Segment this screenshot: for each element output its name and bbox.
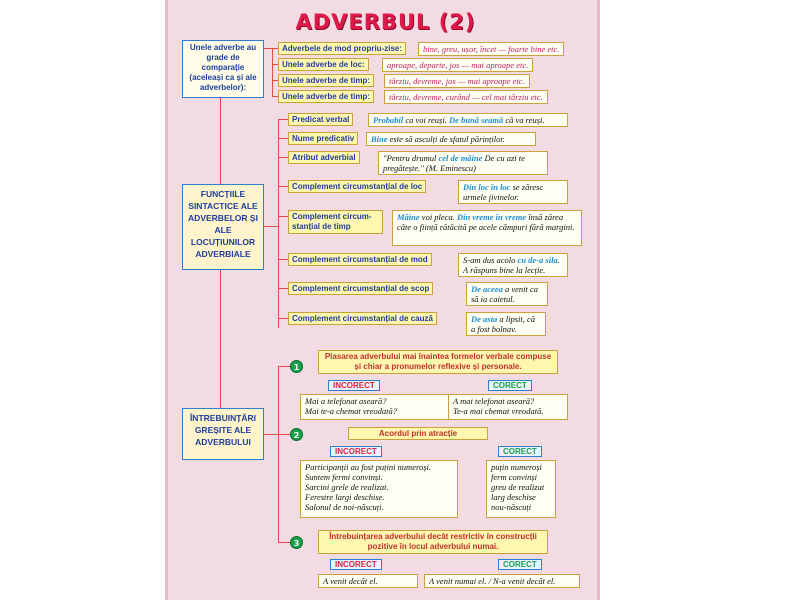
function-label: Complement circumstanțial de loc bbox=[288, 180, 426, 193]
function-example: S-am dus acolo cu de-a sila. A răspuns bine la lecție. bbox=[458, 253, 568, 277]
function-example: De asta a lipsit, că a fost bolnav. bbox=[466, 312, 546, 336]
rule-2-correct-tag: CORECT bbox=[498, 446, 542, 457]
page-title: ADVERBUL (2) bbox=[295, 10, 476, 34]
grades-heading: Unele adverbe au grade de comparație (aceleași ca și ale adverbelor): bbox=[182, 40, 264, 98]
function-example: Probabil ca voi reuși. De bună seamă că va reuși. bbox=[368, 113, 568, 127]
function-label: Complement circumstanțial de cauză bbox=[288, 312, 437, 325]
rule-2-number: 2 bbox=[290, 428, 303, 441]
grade-label: Adverbele de mod propriu-zise: bbox=[278, 42, 406, 55]
grade-example: târziu, devreme, curând — cel mai târziu etc. bbox=[384, 90, 548, 104]
function-example: Din loc în loc se zăresc urmele jivinelor. bbox=[458, 180, 568, 204]
rule-2-bad-examples: Participanții au fost puțini numeroși. Suntem fermi convinși. Sarcini grele de realizat. Ferestre largi deschise. Salonul de noi-născuți. bbox=[300, 460, 458, 518]
function-example: "Pentru drumul cel de mâine De cu azi te pregătește." (M. Eminescu) bbox=[378, 151, 548, 175]
function-label: Complement circumstanțial de scop bbox=[288, 282, 433, 295]
function-label: Atribut adverbial bbox=[288, 151, 360, 164]
rule-3-number: 3 bbox=[290, 536, 303, 549]
grade-example: aproape, departe, jos — mai aproape etc. bbox=[382, 58, 533, 72]
rule-2-text: Acordul prin atracție bbox=[348, 427, 488, 440]
function-label: Nume predicativ bbox=[288, 132, 358, 145]
rule-1-bad-examples: Mai a telefonat aseară? Mai te-a chemat vreodată? bbox=[300, 394, 450, 420]
grade-example: bine, greu, ușor, încet — foarte bine etc. bbox=[418, 42, 564, 56]
function-label: Predicat verbal bbox=[288, 113, 353, 126]
errors-heading: ÎNTREBUINȚĂRI GREȘITE ALE ADVERBULUI bbox=[182, 408, 264, 460]
rule-3-good-examples: A venit numai el. / N-a venit decât el. bbox=[424, 574, 580, 588]
function-example: De aceea a venit ca să ia caietul. bbox=[466, 282, 548, 306]
function-example: Bine este să asculți de sfatul părinților. bbox=[366, 132, 536, 146]
rule-3-text: Întrebuințarea adverbului decât restrictiv în construcții pozitive în locul adverbului numai. bbox=[318, 530, 548, 554]
rule-3-bad-examples: A venit decât el. bbox=[318, 574, 418, 588]
rule-1-correct-tag: CORECT bbox=[488, 380, 532, 391]
grade-label: Unele adverbe de timp: bbox=[278, 90, 374, 103]
function-example: Mâine voi pleca. Din vreme în vreme însă zărea câte o ființă rătăcită pe acele câmpuri fără margini. bbox=[392, 210, 582, 246]
rule-1-text: Plasarea adverbului mai înaintea formelor verbale compuse și chiar a pronumelor reflexive și personale. bbox=[318, 350, 558, 374]
rule-1-incorrect-tag: INCORECT bbox=[328, 380, 380, 391]
rule-1-good-examples: A mai telefonat aseară? Te-a mai chemat vreodată. bbox=[448, 394, 568, 420]
grade-example: târziu, devreme, jos — mai aproape etc. bbox=[384, 74, 530, 88]
grade-label: Unele adverbe de loc: bbox=[278, 58, 369, 71]
poster bbox=[165, 0, 600, 600]
rule-3-incorrect-tag: INCORECT bbox=[330, 559, 382, 570]
function-label: Complement circumstanțial de mod bbox=[288, 253, 432, 266]
rule-1-number: 1 bbox=[290, 360, 303, 373]
functions-heading: FUNCȚIILE SINTACTICE ALE ADVERBELOR ȘI ALE LOCUȚIUNILOR ADVERBIALE bbox=[182, 184, 264, 270]
rule-2-good-examples: puțin numeroși ferm convinși greu de realizat larg deschise nou-născuți bbox=[486, 460, 556, 518]
function-label: Complement circum-stanțial de timp bbox=[288, 210, 383, 234]
rule-3-correct-tag: CORECT bbox=[498, 559, 542, 570]
grade-label: Unele adverbe de timp: bbox=[278, 74, 374, 87]
rule-2-incorrect-tag: INCORECT bbox=[330, 446, 382, 457]
